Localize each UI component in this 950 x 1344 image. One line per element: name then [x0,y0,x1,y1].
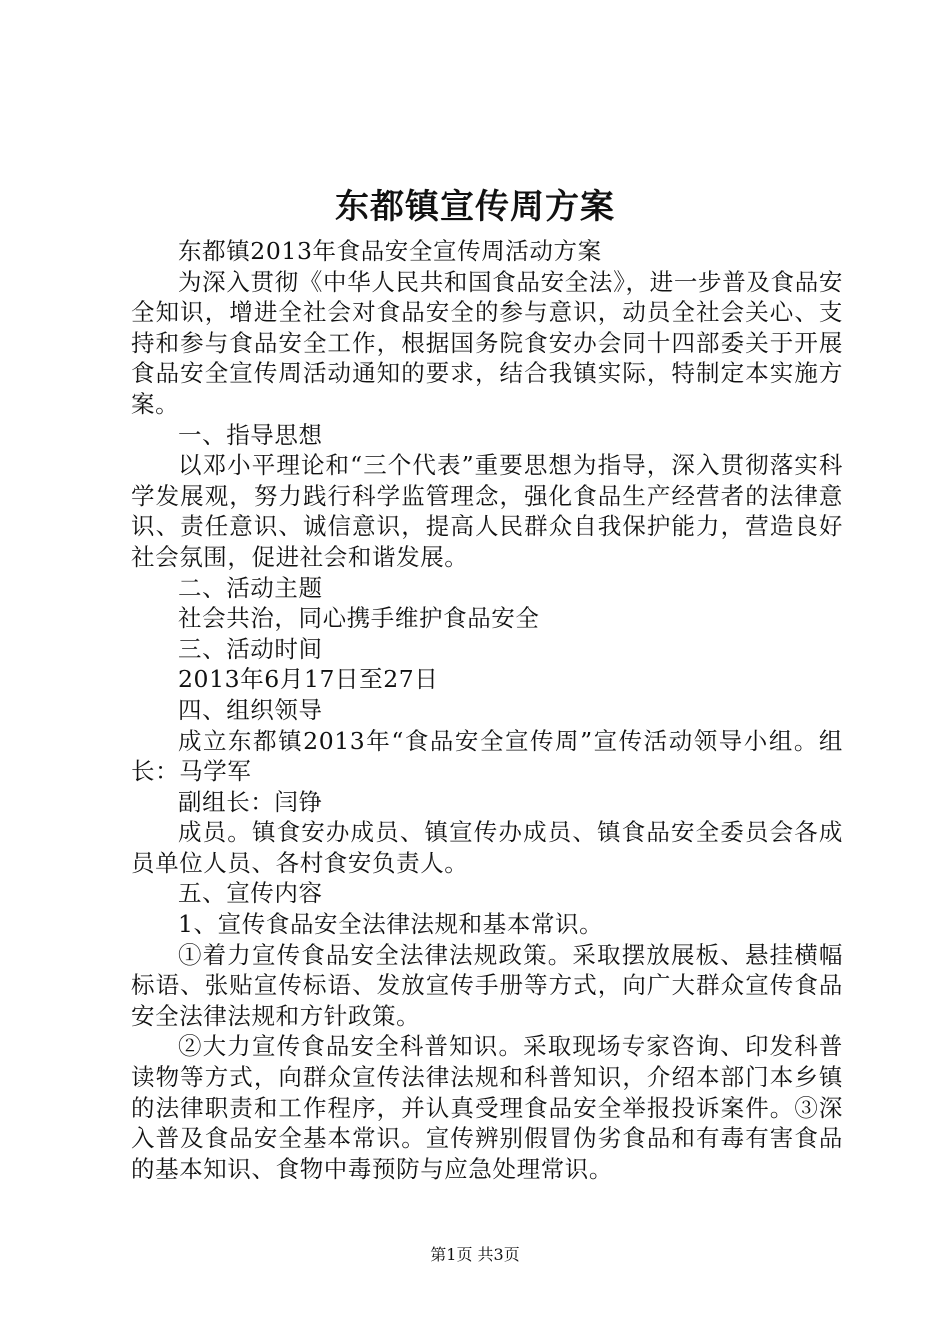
document-title: 东都镇宣传周方案 [335,187,615,227]
content-item-1-a: ①着力宣传食品安全法律法规政策。采取摆放展板、悬挂横幅标语、张贴宣传标语、发放宣传手册等方式，向广大群众宣传食品安全法律法规和方针政策。 [131,940,843,1030]
intro-paragraph: 为深入贯彻《中华人民共和国食品安全法》，进一步普及食品安全知识，增进全社会对食品安全的参与意识，动员全社会关心、支持和参与食品安全工作，根据国务院食安办会同十四部委关于开展食品安全宣传周活动通知的要求，结合我镇实际，特制定本实施方案。 [131,267,843,418]
section-heading-leadership: 四、组织领导 [178,695,323,724]
content-item-1: 1、宣传食品安全法律法规和基本常识。 [178,910,604,939]
section-heading-activity-theme: 二、活动主题 [178,573,323,602]
deputy-leader-paragraph: 副组长：闫铮 [178,787,323,816]
guiding-ideology-paragraph: 以邓小平理论和“三个代表”重要思想为指导，深入贯彻落实科学发展观，努力践行科学监管理念，强化食品生产经营者的法律意识、责任意识、诚信意识，提高人民群众自我保护能力，营造良好社会氛围，促进社会和谐发展。 [131,451,843,571]
section-heading-activity-time: 三、活动时间 [178,634,323,663]
leadership-group-paragraph: 成立东都镇2013年“食品安全宣传周”宣传活动领导小组。组长：马学军 [131,726,843,786]
content-item-1-b: ②大力宣传食品安全科普知识。采取现场专家咨询、印发科普读物等方式，向群众宣传法律法规和科普知识，介绍本部门本乡镇的法律职责和工作程序，并认真受理食品安全举报投诉案件。③深入普及食品安全基本常识。宣传辨别假冒伪劣食品和有毒有害食品的基本知识、食物中毒预防与应急处理常识。 [131,1032,843,1183]
document-body [131,236,843,1184]
activity-time-paragraph: 2013年6月17日至27日 [178,665,439,694]
plan-subtitle: 东都镇2013年食品安全宣传周活动方案 [178,237,602,265]
section-heading-guiding-ideology: 一、指导思想 [178,420,323,449]
activity-theme-paragraph: 社会共治，同心携手维护食品安全 [178,604,540,633]
page-indicator: 第1页 共3页 [430,1245,520,1264]
section-heading-content: 五、宣传内容 [178,879,323,908]
members-paragraph: 成员。镇食安办成员、镇宣传办成员、镇食品安全委员会各成员单位人员、各村食安负责人。 [131,818,843,877]
